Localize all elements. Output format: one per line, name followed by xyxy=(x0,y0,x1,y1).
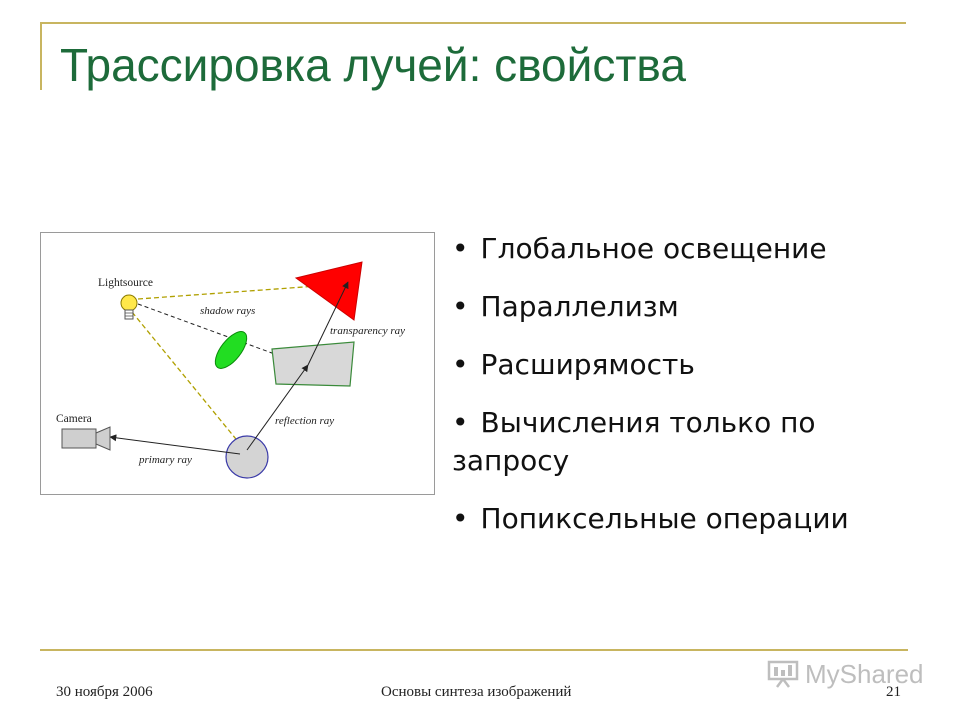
ray-tracing-diagram xyxy=(40,232,435,495)
bullet-list xyxy=(452,230,922,558)
top-rule xyxy=(40,22,906,24)
sphere xyxy=(226,436,268,478)
bullet-item: • Расширямость xyxy=(452,346,922,384)
watermark-text: MyShared xyxy=(805,658,924,689)
page-number: 21 xyxy=(886,684,901,700)
camera-icon xyxy=(62,427,110,450)
bullet-item: • Вычисления только по запросу xyxy=(452,404,922,480)
watermark xyxy=(767,656,924,692)
footer-date: 30 ноября 2006 xyxy=(56,684,153,700)
slide-title: Трассировка лучей: свойства xyxy=(60,39,686,91)
primary-ray-label: primary ray xyxy=(139,454,192,466)
footer-rule xyxy=(40,649,908,651)
lightsource-label: Lightsource xyxy=(98,277,153,289)
bullet-item: • Попиксельные операции xyxy=(452,500,922,538)
shadow-rays-label: shadow rays xyxy=(200,305,256,317)
bullet-item: • Глобальное освещение xyxy=(452,230,922,268)
bullet-item: • Параллелизм xyxy=(452,288,922,326)
transparency-ray-label: transparency ray xyxy=(330,325,406,337)
transparent-pane xyxy=(272,342,354,386)
footer-course-title: Основы синтеза изображений xyxy=(381,684,572,700)
left-rule xyxy=(40,22,42,90)
presentation-icon xyxy=(767,660,799,688)
camera-label: Camera xyxy=(56,413,92,425)
reflection-ray-label: reflection ray xyxy=(275,415,335,427)
